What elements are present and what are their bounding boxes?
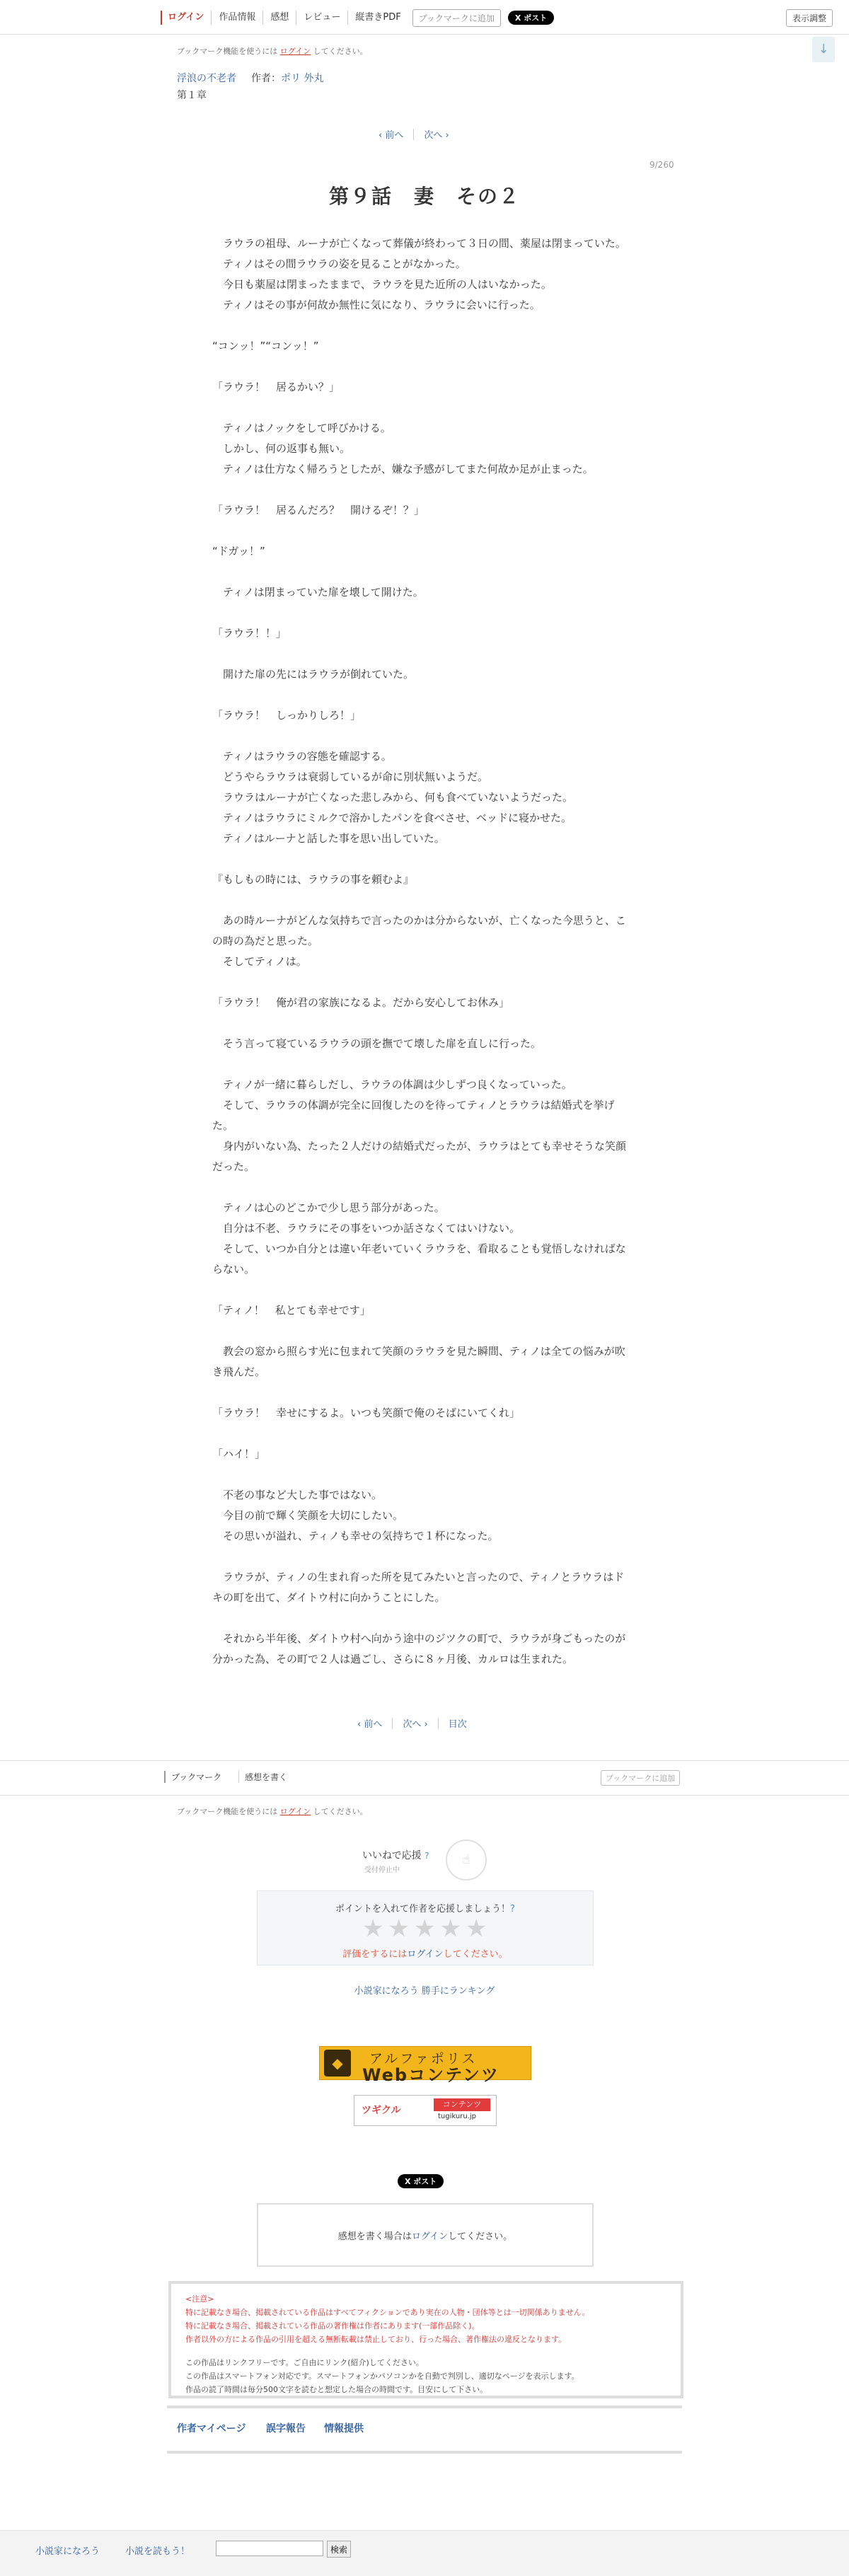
blank-line: [212, 1382, 634, 1403]
rating-title: [258, 1901, 593, 1914]
login-link[interactable]: ログイン: [279, 1807, 311, 1816]
top-nav: [161, 8, 554, 27]
notice-line: 作品の読了時間は毎分500文字を読むと想定した場合の時間です。目安にして下さい。: [185, 2385, 488, 2394]
tugikuru-logo: ツギクル: [362, 2105, 401, 2116]
novel-paragraph: ラウラが、ティノの生まれ育った所を見てみたいと言ったので、ティノとラウラはドキの町を出て、ダイトウ村に向かうことにした。: [212, 1571, 625, 1604]
blank-line: [212, 972, 634, 993]
review-note-text: 感想を書く場合は: [337, 2231, 412, 2242]
help-icon[interactable]: ?: [510, 1904, 515, 1914]
alphapolis-logo-icon: ◆: [324, 2050, 351, 2077]
blank-line: [212, 890, 634, 911]
star-icon[interactable]: ★: [439, 1914, 461, 1943]
display-adjust-button[interactable]: 表示調整: [786, 9, 833, 27]
novel-paragraph: 不老の事など大した事ではない。: [212, 1489, 383, 1501]
typo-report-link[interactable]: 誤字報告: [266, 2423, 306, 2435]
novel-paragraph: 「ハイ！」: [212, 1448, 266, 1460]
novel-paragraph: “コンッ！”“コンッ！”: [212, 340, 319, 352]
novel-paragraph: ティノはラウラの容態を確認する。: [212, 750, 392, 763]
toc-link[interactable]: 目次: [448, 1719, 467, 1730]
ranking-link[interactable]: 小説家になろう 勝手にランキング: [354, 1986, 495, 1997]
novel-paragraph: 『もしもの時には、ラウラの事を頼むよ』: [212, 873, 415, 886]
series-title-link[interactable]: 浮浪の不老者: [177, 73, 236, 84]
nav-impressions[interactable]: 感想: [262, 11, 296, 25]
rating-box: [257, 1890, 594, 1965]
x-post-button[interactable]: X ポスト: [398, 2174, 444, 2188]
notice-heading: <注意>: [185, 2294, 214, 2304]
novel-paragraph: 「ラウラ！ 居るんだろ？ 開けるぞ！？」: [212, 504, 425, 516]
blank-line: [212, 398, 634, 418]
blank-line: [212, 685, 634, 705]
iine-text: いいねで応援: [362, 1850, 422, 1861]
novel-paragraph: ラウラはルーナが亡くなった悲しみから、何も食べていないようだった。: [212, 791, 574, 804]
notice-line: 特に記載なき場合、掲載されている作品はすべてフィクションであり実在の人物・団体等とは一切関係ありません。: [185, 2308, 590, 2317]
author-mypage-link[interactable]: 作者マイページ: [177, 2423, 246, 2435]
login-link[interactable]: ログイン: [279, 47, 311, 56]
divider: [392, 1718, 393, 1729]
login-link[interactable]: ログイン: [411, 2231, 449, 2242]
blank-line: [212, 726, 634, 746]
novel-paragraph: 「ラウラ！！」: [212, 627, 287, 640]
novel-paragraph: 今日も薬屋は閉まったままで、ラウラを見た近所の人はいなかった。: [212, 278, 552, 291]
novel-paragraph: ラウラの祖母、ルーナが亡くなって葬儀が終わって３日の間、薬屋は閉まっていた。: [212, 237, 626, 250]
hand-icon: ☝: [462, 1852, 470, 1867]
novel-paragraph: 今目の前で輝く笑顔を大切にしたい。: [212, 1509, 404, 1522]
novel-paragraph: “ドガッ！”: [212, 545, 265, 558]
rating-stars: [362, 1914, 491, 1943]
novel-paragraph: あの時ルーナがどんな気持ちで言ったのかは分からないが、亡くなった今思うと、この時の為だと思った。: [212, 914, 626, 947]
prev-page-link[interactable]: ‹ 前へ: [379, 130, 404, 141]
next-page-link[interactable]: 次へ ›: [424, 130, 449, 141]
search-input[interactable]: [216, 2541, 323, 2556]
alphapolis-title: アルファポリス: [369, 2051, 478, 2067]
novel-paragraph: 「ティノ！ 私とても幸せです」: [212, 1304, 371, 1317]
author-label: 作者：: [251, 73, 281, 84]
novel-paragraph: それから半年後、ダイトウ村へ向かう途中のジツクの町で、ラウラが身ごもったのが分かった為、その町で２人は過ごし、さらに８ヶ月後、カルロは生まれた。: [212, 1632, 626, 1665]
novel-paragraph: そう言って寝ているラウラの頭を撫でて壊した扉を直しに行った。: [212, 1037, 542, 1050]
star-icon[interactable]: ★: [465, 1914, 487, 1943]
review-note-text: してください。: [448, 2231, 513, 2242]
star-icon[interactable]: ★: [388, 1914, 410, 1943]
nav-login[interactable]: ログイン: [161, 11, 211, 25]
novel-paragraph: ティノは仕方なく帰ろうとしたが、嫌な予感がしてまた何故か足が止まった。: [212, 463, 594, 475]
novel-paragraph: ティノはその間ラウラの姿を見ることがなかった。: [212, 258, 466, 270]
bottom-bar: [0, 1760, 849, 1796]
tugikuru-tag: コンテンツ: [434, 2098, 490, 2111]
novel-paragraph: 「ラウラ！ 居るかい？」: [212, 381, 340, 393]
rating-title-text: ポイントを入れて作者を応援しましょう！: [335, 1904, 511, 1914]
novel-paragraph: ティノはノックをして呼びかける。: [212, 422, 391, 434]
review-login-box: [257, 2203, 594, 2267]
divider: [413, 129, 414, 140]
novel-paragraph: そして、いつか自分とは違い年老いていくラウラを、看取ることも覚悟しなければならない。: [212, 1242, 626, 1276]
bottom-strip: [0, 2530, 849, 2576]
prev-page-link[interactable]: ‹ 前へ: [357, 1719, 383, 1730]
scroll-down-icon[interactable]: ↓: [812, 37, 835, 62]
blank-line: [212, 603, 634, 623]
nav-vertical-pdf[interactable]: 縦書きPDF: [347, 11, 408, 25]
tugikuru-domain: tugikuru.jp: [438, 2113, 476, 2120]
novel-paragraph: ティノはラウラにミルクで溶かしたパンを食べさせ、ベッドに寝かせた。: [212, 812, 572, 824]
blank-line: [212, 521, 634, 541]
notice-line: この作品はリンクフリーです。ご自由にリンク(紹介)してください。: [185, 2358, 424, 2367]
novel-paragraph: 身内がいない為、たった２人だけの結婚式だったが、ラウラはとても幸せそうな笑顔だった。: [212, 1140, 627, 1173]
blank-line: [212, 562, 634, 582]
blank-line: [212, 1465, 634, 1485]
nav-review[interactable]: レビュー: [296, 11, 347, 25]
pager-bottom: [357, 1716, 467, 1730]
home-link[interactable]: 小説家になろう: [35, 2546, 100, 2557]
top-bar: [0, 0, 849, 35]
blank-line: [212, 480, 634, 500]
blank-line: [212, 1013, 634, 1034]
review-login-note: [258, 2229, 592, 2242]
blank-line: [212, 1321, 634, 1341]
novel-paragraph: 「ラウラ！ 俺が君の家族になるよ。だから安心してお休み」: [212, 996, 510, 1009]
login-note-text: してください。: [311, 47, 368, 56]
bookmark-login-note: [177, 45, 368, 57]
next-page-link[interactable]: 次へ ›: [403, 1719, 428, 1730]
novel-body: [212, 233, 634, 1670]
blank-line: [212, 1423, 634, 1444]
notice-line: この作品はスマートフォン対応です。スマートフォンかパソコンかを自動で判別し、適切なページを表示します。: [185, 2372, 579, 2381]
episode-title: 第９話 妻 その２: [328, 185, 520, 208]
author-link[interactable]: ポリ 外丸: [281, 73, 324, 84]
divider: [438, 1718, 439, 1729]
write-review-tab[interactable]: 感想を書く: [238, 1771, 287, 1783]
author-line: [251, 71, 323, 85]
blank-line: [212, 1547, 634, 1567]
blank-line: [212, 849, 634, 870]
star-icon[interactable]: ★: [413, 1914, 436, 1943]
login-note-text: してください。: [311, 1807, 368, 1816]
novel-paragraph: 開けた扉の先にはラウラが倒れていた。: [212, 668, 415, 681]
novel-paragraph: 教会の窓から照らす光に包まれて笑顔のラウラを見た瞬間、ティノは全ての悩みが吹き飛んだ。: [212, 1345, 625, 1378]
novel-paragraph: そしてティノは。: [212, 955, 307, 968]
blank-line: [212, 644, 634, 664]
iine-status: 受付停止中: [364, 1866, 400, 1874]
read-novels-link[interactable]: 小説を読もう！: [125, 2546, 190, 2557]
novel-paragraph: ティノが一緒に暮らしだし、ラウラの体調は少しずつ良くなっていった。: [212, 1078, 572, 1091]
alphapolis-banner[interactable]: [319, 2046, 531, 2085]
blank-line: [212, 316, 634, 336]
rating-login-note: [258, 1946, 593, 1960]
blank-line: [212, 1280, 634, 1300]
rating-note-text: 評価をするには: [342, 1949, 408, 1960]
notice-line: 作者以外の方による作品の引用を超える無断転載は禁止しており、行った場合、著作権法の違反となります。: [185, 2335, 567, 2344]
help-icon[interactable]: ?: [424, 1851, 429, 1861]
bookmark-login-note: [177, 1806, 368, 1817]
add-bookmark-button[interactable]: ブックマークに追加: [601, 1770, 680, 1786]
chapter-title: 第１章: [177, 90, 207, 101]
iine-button: [446, 1839, 487, 1881]
blank-line: [212, 1177, 634, 1198]
blank-line: [212, 357, 634, 377]
novel-paragraph: 「ラウラ！ 幸せにするよ。いつも笑顔で俺のそばにいてくれ」: [212, 1407, 521, 1419]
page-number: 9/260: [649, 160, 674, 170]
login-note-text: ブックマーク機能を使うには: [177, 47, 280, 56]
bookmark-tab[interactable]: ブックマーク: [164, 1771, 221, 1783]
rating-note-text: してください。: [443, 1949, 508, 1960]
login-note-text: ブックマーク機能を使うには: [177, 1807, 280, 1816]
novel-paragraph: どうやらラウラは衰弱しているが命に別状無いようだ。: [212, 770, 489, 783]
x-post-button[interactable]: X ポスト: [508, 11, 554, 25]
novel-paragraph: 自分は不老、ラウラにその事をいつか話さなくてはいけない。: [212, 1222, 521, 1235]
novel-paragraph: ティノはルーナと話した事を思い出していた。: [212, 832, 445, 845]
alphapolis-subtitle: Webコンテンツ: [362, 2065, 499, 2085]
add-bookmark-button[interactable]: ブックマークに追加: [412, 9, 501, 27]
iine-label: [362, 1848, 429, 1862]
novel-paragraph: その思いが溢れ、ティノも幸せの気持ちで１杯になった。: [212, 1530, 499, 1542]
star-icon[interactable]: ★: [362, 1914, 384, 1943]
login-link[interactable]: ログイン: [407, 1949, 444, 1960]
novel-paragraph: そして、ラウラの体調が完全に回復したのを待ってティノとラウラは結婚式を挙げた。: [212, 1099, 615, 1132]
novel-paragraph: 「ラウラ！ しっかりしろ！」: [212, 709, 362, 722]
notice-line: 特に記載なき場合、掲載されている作品の著作権は作者にあります(一部作品除く)。: [185, 2321, 480, 2330]
footer-links: [167, 2405, 682, 2454]
blank-line: [212, 1608, 634, 1629]
novel-paragraph: ティノは心のどこかで少し思う部分があった。: [212, 1201, 445, 1214]
pager-top: [379, 127, 449, 141]
blank-line: [212, 1054, 634, 1075]
nav-work-info[interactable]: 作品情報: [211, 11, 262, 25]
info-link[interactable]: 情報提供: [324, 2423, 364, 2435]
novel-paragraph: ティノはその事が何故か無性に気になり、ラウラに会いに行った。: [212, 299, 541, 311]
novel-paragraph: ティノは閉まっていた扉を壊して開けた。: [212, 586, 424, 599]
notice-box: [168, 2281, 683, 2398]
tugikuru-banner[interactable]: [354, 2095, 497, 2126]
novel-paragraph: しかし、何の返事も無い。: [212, 442, 351, 455]
search-button[interactable]: 検索: [327, 2541, 351, 2558]
